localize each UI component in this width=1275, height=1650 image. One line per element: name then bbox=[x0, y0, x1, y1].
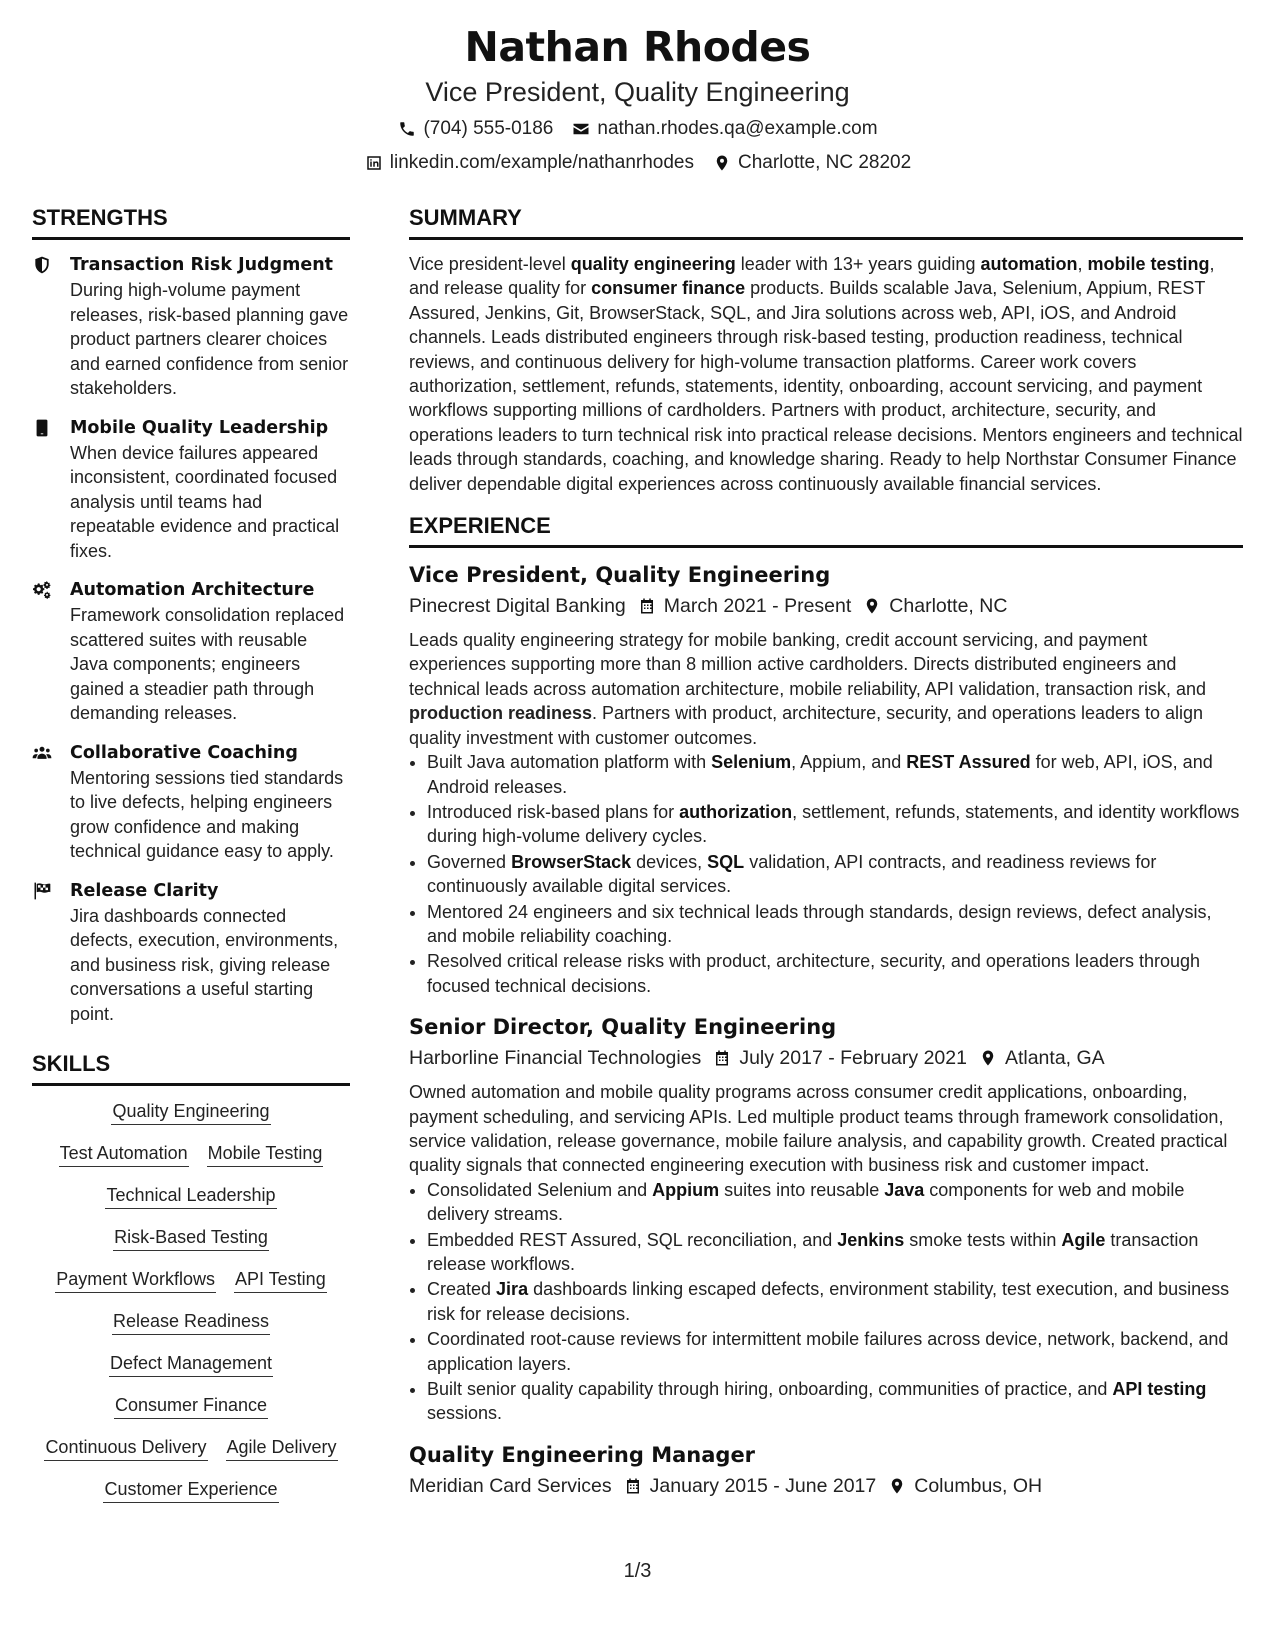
email-text: nathan.rhodes.qa@example.com bbox=[597, 118, 878, 139]
contact-row-2 bbox=[0, 148, 1275, 178]
skill-tag: Customer Experience bbox=[103, 1476, 278, 1503]
map-marker-icon bbox=[712, 153, 732, 173]
skill-row bbox=[32, 1476, 350, 1503]
strength-title: Transaction Risk Judgment bbox=[70, 255, 334, 275]
right-column bbox=[409, 202, 1243, 1516]
job-entry bbox=[409, 560, 1243, 998]
gears-icon bbox=[32, 577, 56, 726]
strength-desc: During high-volume payment releases, risk-based planning gave product partners clearer choices and earned confidence from senior stakeholders. bbox=[70, 280, 349, 398]
job-bullet: • Built senior quality capability through hiring, onboarding, communities of practice, and API testing sessions. bbox=[427, 1377, 1243, 1426]
job-bullets bbox=[409, 750, 1243, 998]
shield-icon bbox=[32, 252, 56, 401]
calendar-icon bbox=[713, 1049, 731, 1067]
summary-text: Vice president-level quality engineering leader with 13+ years guiding automation, mobile testing, and release quality for consumer finance products. Builds scalable Java, Selenium, Appium, REST Assured, Jenkins, Git, BrowserStack, SQL, and Jira solutions across web, API, iOS, and Android channels. Leads distributed engineers through risk-based testing, production readiness, technical reviews, and continuous delivery for high-volume transaction platforms. Career work covers authorization, settlement, refunds, statements, identity, onboarding, account servicing, and payment workflows supporting millions of cardholders. Partners with product, architecture, security, and operations leaders to turn technical risk into practical release decisions. Mentors engineers and technical leads through standards, coaching, and knowledge sharing. Ready to help Northstar Consumer Finance deliver dependable digital experiences across continuously available financial services. bbox=[409, 254, 1243, 494]
strength-title: Mobile Quality Leadership bbox=[70, 417, 329, 438]
job-company: Harborline Financial Technologies bbox=[409, 1047, 702, 1070]
job-location-text: Columbus, OH bbox=[914, 1474, 1043, 1497]
job-bullet: • Consolidated Selenium and Appium suites into reusable Java components for web and mobile delivery streams. bbox=[427, 1178, 1243, 1227]
users-icon bbox=[32, 740, 56, 864]
linkedin-icon bbox=[364, 153, 384, 173]
job-meta bbox=[409, 590, 1243, 622]
page-number: 1/3 bbox=[623, 1560, 652, 1582]
calendar-icon bbox=[624, 1477, 642, 1495]
skill-row bbox=[32, 1392, 350, 1419]
map-marker-icon bbox=[979, 1049, 997, 1067]
envelope-icon bbox=[571, 119, 591, 139]
skill-tag: Agile Delivery bbox=[226, 1434, 338, 1461]
skill-row bbox=[32, 1308, 350, 1335]
job-bullet: • Built Java automation platform with Selenium, Appium, and REST Assured for web, API, iOS, and Android releases. bbox=[427, 750, 1243, 799]
skill-row bbox=[32, 1350, 350, 1377]
skill-tag: API Testing bbox=[234, 1266, 327, 1293]
skill-tag: Consumer Finance bbox=[114, 1392, 268, 1419]
job-dates bbox=[638, 590, 852, 622]
calendar-icon bbox=[638, 597, 656, 615]
summary-title: SUMMARY bbox=[409, 202, 1243, 240]
job-bullets bbox=[409, 1178, 1243, 1426]
strength-item bbox=[32, 415, 350, 564]
strength-item bbox=[32, 577, 350, 726]
job-location-text: Atlanta, GA bbox=[1004, 1047, 1105, 1070]
job-dates-text: January 2015 - June 2017 bbox=[649, 1474, 877, 1497]
phone-icon bbox=[397, 119, 417, 139]
strength-desc: Mentoring sessions tied standards to live defects, helping engineers grow confidence and making technical guidance easy to apply. bbox=[70, 767, 344, 861]
job-dates-text: July 2017 - February 2021 bbox=[739, 1047, 967, 1070]
resume-header bbox=[0, 20, 1275, 178]
job-location bbox=[863, 590, 1007, 622]
job-dates-text: March 2021 - Present bbox=[663, 595, 852, 618]
job-bullet: • Introduced risk-based plans for authorization, settlement, refunds, statements, and identity workflows during high-volume delivery cycles. bbox=[427, 800, 1243, 849]
skill-tag: Continuous Delivery bbox=[44, 1434, 207, 1461]
strengths-title: STRENGTHS bbox=[32, 202, 350, 240]
linkedin-text: linkedin.com/example/nathanrhodes bbox=[389, 152, 694, 173]
strength-item bbox=[32, 252, 350, 401]
job-dates bbox=[624, 1470, 877, 1502]
job-meta bbox=[409, 1470, 1243, 1502]
skill-row bbox=[32, 1140, 350, 1167]
skill-row bbox=[32, 1434, 350, 1461]
contact-phone[interactable] bbox=[397, 114, 553, 144]
job-bullet: • Created Jira dashboards linking escaped defects, environment stability, test execution, and business risk for release decisions. bbox=[427, 1277, 1243, 1326]
skills-list bbox=[32, 1098, 350, 1503]
skill-row bbox=[32, 1224, 350, 1251]
flag-checkered-icon bbox=[32, 878, 56, 1027]
skill-row bbox=[32, 1266, 350, 1293]
left-column bbox=[32, 202, 350, 1518]
skill-tag: Payment Workflows bbox=[55, 1266, 216, 1293]
job-bullet: • Resolved critical release risks with product, architecture, security, and operations leaders through focused technical decisions. bbox=[427, 949, 1243, 998]
candidate-role: Vice President, Quality Engineering bbox=[425, 77, 850, 107]
skill-tag: Test Automation bbox=[59, 1140, 189, 1167]
job-location bbox=[888, 1470, 1042, 1502]
job-title: Quality Engineering Manager bbox=[409, 1442, 756, 1467]
skill-row bbox=[32, 1182, 350, 1209]
job-bullet: • Coordinated root-cause reviews for intermittent mobile failures across device, network, backend, and application layers. bbox=[427, 1327, 1243, 1376]
experience-title: EXPERIENCE bbox=[409, 510, 1243, 548]
strength-item bbox=[32, 878, 350, 1027]
job-entry bbox=[409, 1440, 1243, 1502]
contact-email[interactable] bbox=[571, 114, 877, 144]
strength-desc: When device failures appeared inconsistent, coordinated focused analysis until teams had repeatable evidence and practical fixes. bbox=[70, 442, 340, 561]
map-marker-icon bbox=[888, 1477, 906, 1495]
contact-linkedin[interactable] bbox=[364, 148, 694, 178]
strength-title: Release Clarity bbox=[70, 880, 219, 901]
strength-title: Collaborative Coaching bbox=[70, 742, 298, 763]
job-bullet: • Governed BrowserStack devices, SQL validation, API contracts, and readiness reviews for continuously available digital services. bbox=[427, 850, 1243, 899]
mobile-icon bbox=[32, 415, 56, 564]
contact-location bbox=[712, 148, 911, 178]
job-description: Leads quality engineering strategy for mobile banking, credit account servicing, and payment experiences supporting more than 8 million active cardholders. Directs distributed engineers and technical leads across automation architecture, mobile reliability, API validation, transaction risk, and production readiness. Partners with product, architecture, security, and operations leaders to align quality investment with customer outcomes. bbox=[409, 630, 1207, 748]
skill-tag: Risk-Based Testing bbox=[113, 1224, 269, 1251]
location-text: Charlotte, NC 28202 bbox=[737, 152, 912, 173]
job-location-text: Charlotte, NC bbox=[889, 595, 1008, 618]
strength-item bbox=[32, 740, 350, 864]
skill-tag: Release Readiness bbox=[112, 1308, 270, 1335]
skill-tag: Mobile Testing bbox=[207, 1140, 324, 1167]
job-location bbox=[979, 1042, 1105, 1074]
candidate-name: Nathan Rhodes bbox=[464, 23, 811, 71]
strength-desc: Framework consolidation replaced scattered suites with reusable Java components; engineers gained a steadier path through demanding releases. bbox=[70, 605, 345, 723]
skill-tag: Defect Management bbox=[109, 1350, 273, 1377]
job-bullet: • Mentored 24 engineers and six technical leads through standards, design reviews, defect analysis, and mobile reliability coaching. bbox=[427, 900, 1243, 949]
job-title: Vice President, Quality Engineering bbox=[409, 563, 831, 588]
job-dates bbox=[713, 1042, 967, 1074]
job-bullet: • Embedded REST Assured, SQL reconciliation, and Jenkins smoke tests within Agile transaction release workflows. bbox=[427, 1228, 1243, 1277]
job-meta bbox=[409, 1042, 1243, 1074]
job-title: Senior Director, Quality Engineering bbox=[409, 1015, 837, 1040]
job-description: Owned automation and mobile quality programs across consumer credit applications, onboarding, payment scheduling, and servicing APIs. Led multiple product teams through framework consolidation, service validation, release governance, mobile failure analysis, and capability growth. Created practical quality signals that connected engineering execution with business risk and customer impact. bbox=[409, 1082, 1228, 1176]
map-marker-icon bbox=[863, 597, 881, 615]
phone-text: (704) 555-0186 bbox=[423, 118, 554, 139]
skill-tag: Technical Leadership bbox=[105, 1182, 276, 1209]
strength-desc: Jira dashboards connected defects, execution, environments, and business risk, giving release conversations a useful starting point. bbox=[70, 905, 339, 1024]
skills-title: SKILLS bbox=[32, 1048, 350, 1086]
job-company: Meridian Card Services bbox=[409, 1474, 612, 1497]
skill-row bbox=[32, 1098, 350, 1125]
strength-title: Automation Architecture bbox=[70, 580, 315, 600]
job-company: Pinecrest Digital Banking bbox=[409, 595, 626, 618]
job-entry bbox=[409, 1012, 1243, 1426]
skill-tag: Quality Engineering bbox=[111, 1098, 270, 1125]
contact-row-1 bbox=[0, 114, 1275, 144]
